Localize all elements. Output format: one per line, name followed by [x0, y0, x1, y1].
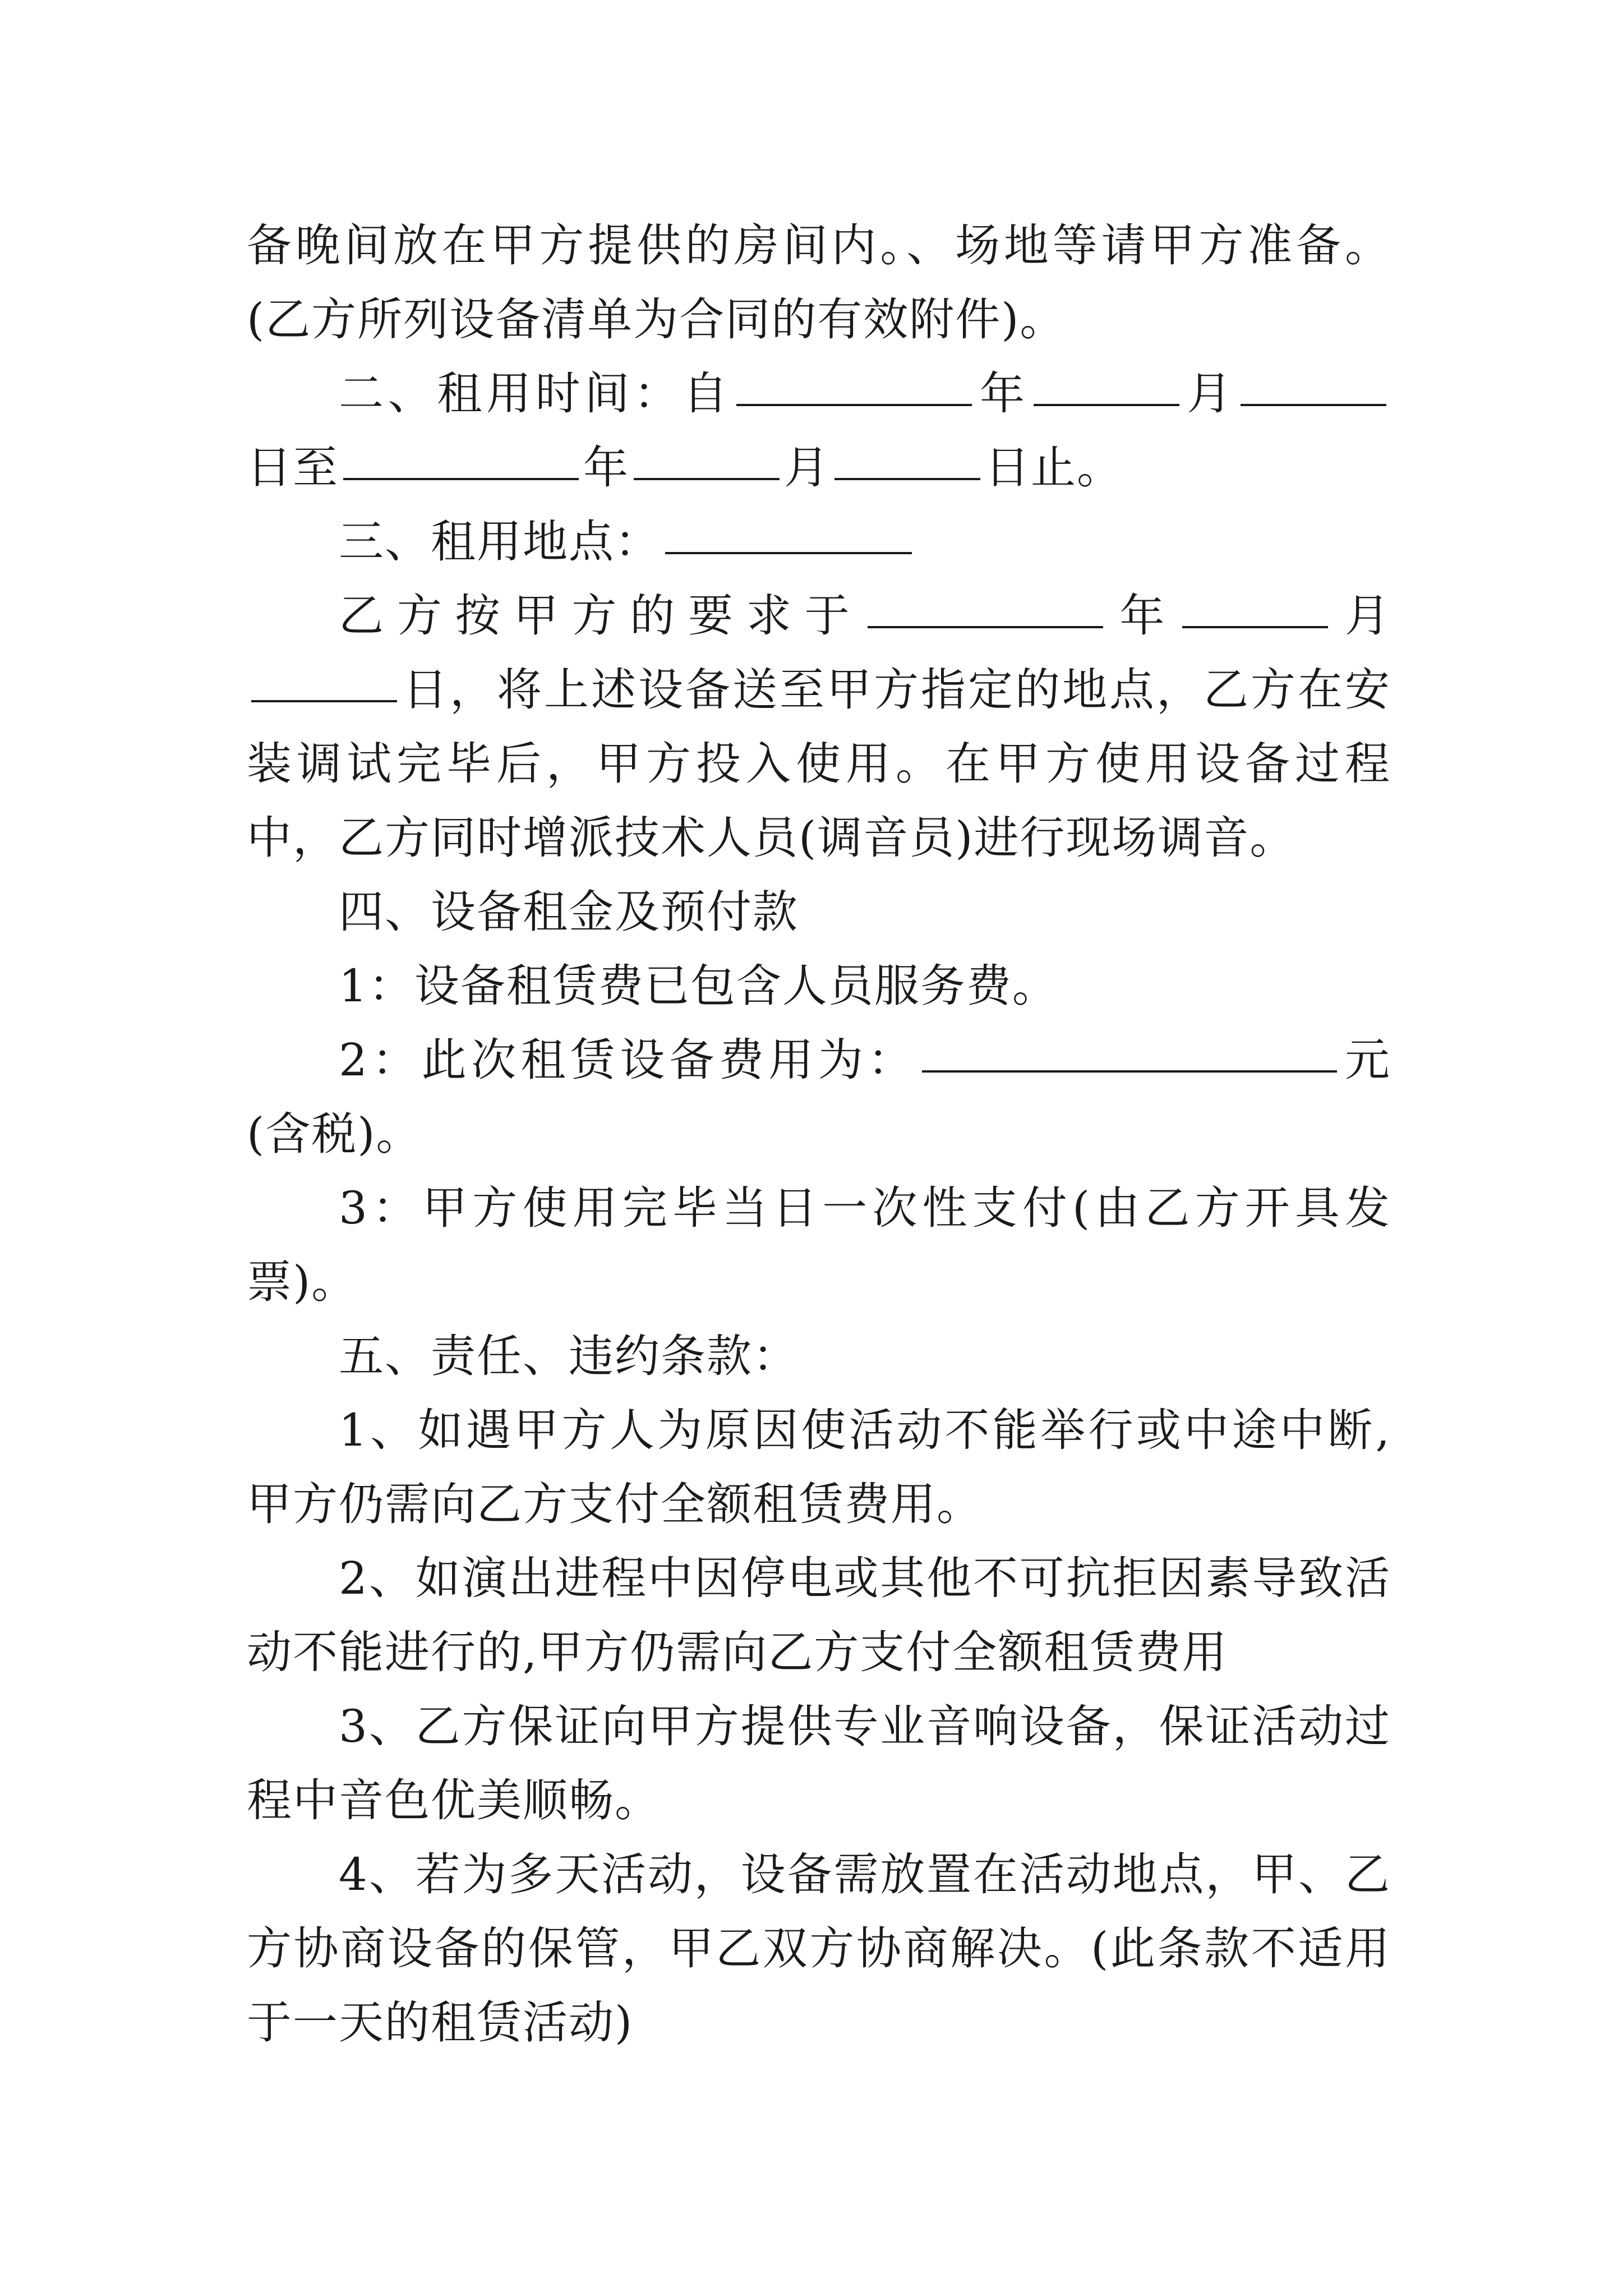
location-blank[interactable]	[665, 505, 912, 554]
delivery-year-blank[interactable]	[868, 579, 1103, 628]
paragraph-rental-location	[247, 505, 1391, 579]
clause-liability-4: 4、若为多天活动，设备需放置在活动地点，甲、乙方协商设备的保管，甲乙双方协商解决。(此条款不适用于一天的租赁活动)	[247, 1848, 1391, 2049]
rental-location-label: 三、租用地点：	[339, 516, 661, 568]
rental-fee-label: 2：此次租赁设备费用为：	[339, 1034, 917, 1086]
clause-payment: 3：甲方使用完毕当日一次性支付(由乙方开具发票)。	[247, 1182, 1391, 1308]
section-heading-rent: 四、设备租金及预付款	[339, 886, 799, 938]
clause-rental-fee	[247, 1023, 1391, 1171]
month-label: 月	[1332, 590, 1391, 642]
clause-liability-3: 3、乙方保证向甲方提供专业音响设备，保证活动过程中音色优美顺畅。	[247, 1700, 1391, 1826]
delivery-label: 乙方按甲方的要求于	[339, 590, 863, 642]
paragraph-delivery	[247, 579, 1391, 875]
day-end-label: 日止。	[985, 441, 1123, 494]
end-month-blank[interactable]	[634, 431, 780, 480]
clause-fee-includes-service: 1：设备租赁费已包含人员服务费。	[339, 960, 1058, 1012]
day-to-label: 日至	[247, 441, 339, 494]
end-year-blank[interactable]	[343, 431, 579, 480]
clause-liability-2: 2、如演出进程中因停电或其他不可抗拒因素导致活动不能进行的,甲方仍需向乙方支付全额租赁费用	[247, 1552, 1391, 1678]
rental-fee-unit: 元(含税)。	[247, 1034, 1391, 1160]
paragraph-equipment-storage: 备晚间放在甲方提供的房间内。、场地等请甲方准备。(乙方所列设备清单为合同的有效附件)。	[247, 219, 1391, 346]
clause-liability-1: 1、如遇甲方人为原因使活动不能举行或中途中断,甲方仍需向乙方支付全额租赁费用。	[247, 1404, 1391, 1530]
month-label: 月	[784, 441, 830, 494]
year-label: 年	[583, 441, 629, 494]
year-label: 年	[976, 367, 1029, 420]
end-day-blank[interactable]	[834, 431, 980, 480]
delivery-month-blank[interactable]	[1182, 579, 1328, 628]
delivery-text: 日，将上述设备送至甲方指定的地点，乙方在安装调试完毕后，甲方投入使用。在甲方使用设备过程中，乙方同时增派技术人员(调音员)进行现场调音。	[247, 664, 1391, 864]
document-body	[247, 209, 1391, 2060]
rental-fee-blank[interactable]	[922, 1023, 1337, 1073]
month-label: 月	[1183, 367, 1237, 420]
start-day-blank[interactable]	[1241, 357, 1386, 406]
year-label: 年	[1107, 590, 1178, 642]
rental-period-label: 二、租用时间：自	[339, 367, 732, 420]
paragraph-rental-period	[247, 357, 1391, 505]
start-year-blank[interactable]	[736, 357, 972, 406]
section-heading-liability: 五、责任、违约条款：	[339, 1330, 799, 1382]
start-month-blank[interactable]	[1034, 357, 1179, 406]
delivery-day-blank[interactable]	[251, 653, 397, 702]
